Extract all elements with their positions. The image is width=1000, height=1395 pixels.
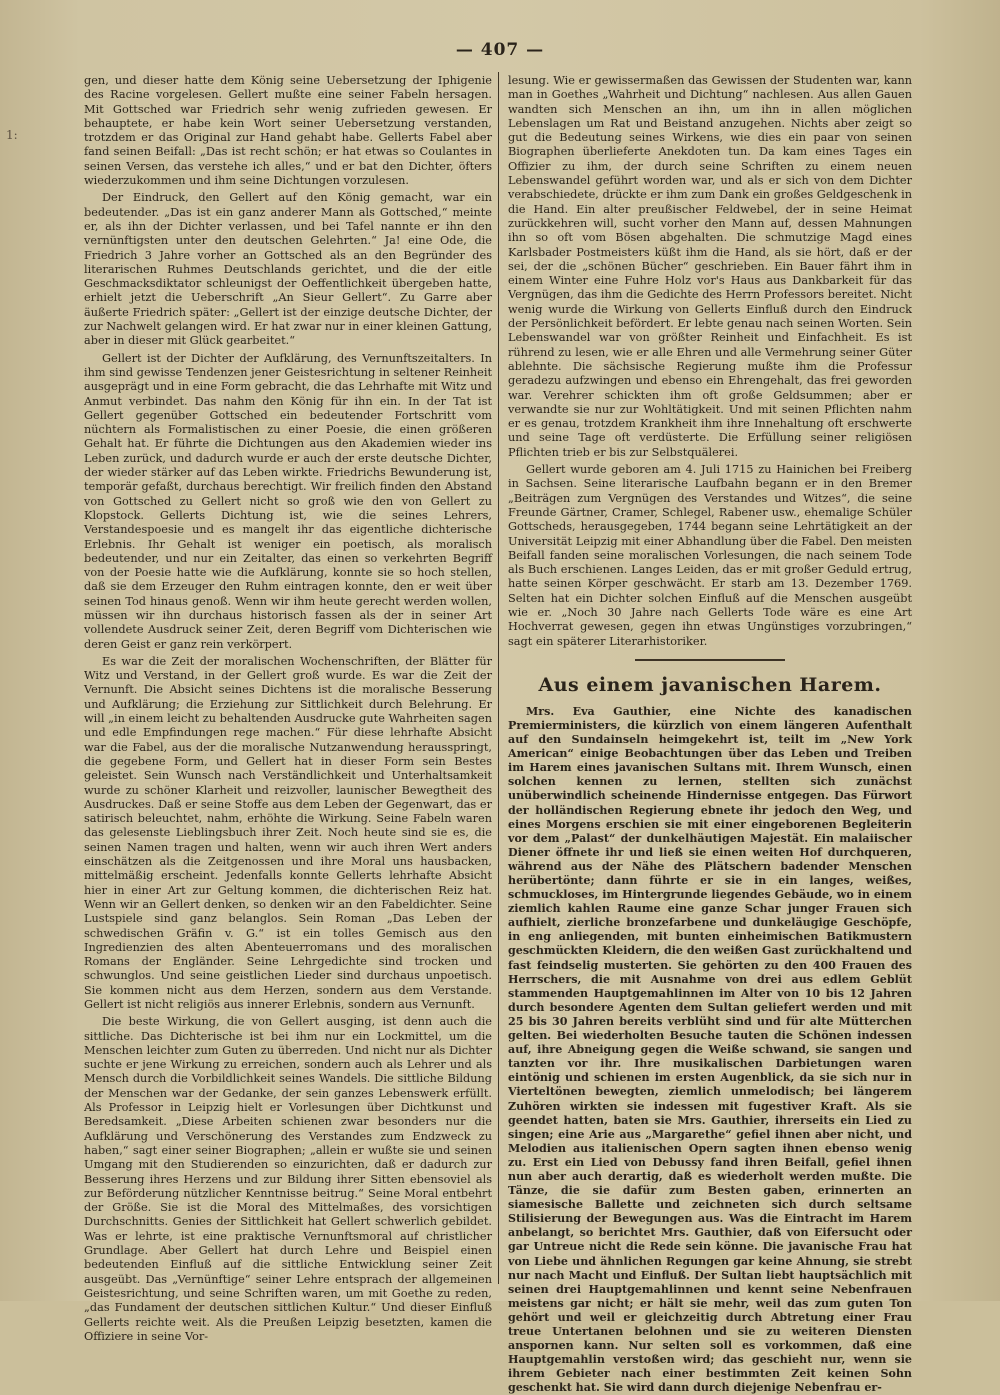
page-number: — 407 — (455, 40, 545, 60)
harem-article (508, 705, 912, 1395)
paragraph-5: Die beste Wirkung, die von Gellert ausging, ist denn auch die sittliche. Das Dichterische ist bei ihm nur ein Lockmittel, um die Menschen leichter zum Guten zu überreden. Und nicht nur als Dichter suchte er jene Wirkung zu erreichen, sondern auch als Lehrer und als Mensch durch die Vorbildlichkeit seines Wandels. Die sittliche Bildung der Menschen war der Gedanke, der sein ganzes Lebenswerk erfüllt. Als Professor in Leipzig hielt er Vorlesungen über Dichtkunst und Beredsamkeit. „Diese Arbeiten schienen zwar besonders nur die Aufklärung und Verschönerung des Verstandes zum Endzweck zu haben,“ sagt einer seiner Biographen; „allein er wußte sie und seinen Umgang mit den Studierenden so einzurichten, daß er dadurch zur Besserung ihres Herzens und zur Bildung ihrer Sitten ebensoviel als zur Beförderung nützlicher Kenntnisse beitrug.“ Seine Moral entbehrt der Größe. Sie ist die Moral des Mittelmaßes, des vorsichtigen Durchschnitts. Genies der Sittlichkeit hat Gellert schwerlich gebildet. Was er lehrte, ist eine praktische Vernunftsmoral auf christlicher Grundlage. Aber Gellert hat durch Lehre und Beispiel einen bedeutenden Einfluß auf die sittliche Entwicklung seiner Zeit ausgeübt. Das „Vernünftige“ seiner Lehre entsprach der allgemeinen Geistesrichtung, und seine Schriften waren, um mit Goethe zu reden, „das Fundament der deutschen sittlichen Kultur.“ Und dieser Einfluß Gellerts reichte weit. Als die Preußen Leipzig besetzten, kamen die Offiziere in seine Vor- (84, 1015, 492, 1343)
harem-paragraph: Mrs. Eva Gauthier, eine Nichte des kanadischen Premierministers, die kürzlich von einem längeren Aufenthalt auf den Sundainseln heimgekehrt ist, teilt im „New York American“ einige Beobachtungen über das Leben und Treiben im Harem eines javanischen Sultans mit. Ihrem Wunsch, einen solchen kennen zu lernen, stellten sich zunächst unüberwindlich scheinende Hindernisse entgegen. Das Fürwort der holländischen Regierung ebnete ihr jedoch den Weg, und eines Morgens erschien sie mit einer eingeborenen Begleiterin vor dem „Palast“ der dunkelhäutigen Majestät. Ein malaiischer Diener öffnete ihr und ließ sie einen weiten Hof durchqueren, während aus der Nähe des Plätschern badender Menschen herübertönte; dann führte er sie in ein langes, weißes, schmuckloses, im Hintergrunde liegendes Gebäude, wo in einem ziemlich kahlen Raume eine ganze Schar junger Frauen sich aufhielt, zierliche bronzefarbene und dunkeläugige Geschöpfe, in eng anliegenden, mit bunten einheimischen Batikmustern geschmückten Kleidern, die den weißen Gast zurückhaltend und fast feindselig musterten. Sie gehörten zu den 400 Frauen des Herrschers, die mit Ausnahme von drei aus edlem Geblüt stammenden Hauptgemahlinnen im Alter von 10 bis 12 Jahren durch besondere Agenten dem Sultan geliefert werden und mit 25 bis 30 Jahren bereits verblüht sind und für alte Mütterchen gelten. Bei wiederholten Besuche tauten die Schönen indessen auf, ihre Abneigung gegen die Weiße schwand, sie sangen und tanzten vor ihr. Ihre musikalischen Darbietungen waren eintönig und schienen im ersten Augenblick, da sie sich nur in Vierteltönen bewegten, ziemlich unmelodisch; bei längerem Zuhören wirkten sie indessen mit fugestiver Kraft. Als sie geendet hatten, baten sie Mrs. Gauthier, ihrerseits ein Lied zu singen; eine Arie aus „Margarethe“ gefiel ihnen aber nicht, und Melodien aus italienischen Opern sagten ihnen ebenso wenig zu. Erst ein Lied von Debussy fand ihren Beifall, gefiel ihnen nun aber auch derartig, daß es wiederholt werden mußte. Die Tänze, die sie dafür zum Besten gaben, erinnerten an siamesische Ballette und zeichneten sich durch seltsame Stilisierung der Bewegungen aus. Was die Eintracht im Harem anbelangt, so berichtet Mrs. Gauthier, daß von Eifersucht oder gar Untreue nicht die Rede sein könne. Die javanische Frau hat von Liebe und ähnlichen Regungen gar keine Ahnung, sie strebt nur nach Macht und Einfluß. Der Sultan liebt hauptsächlich mit seinen drei Hauptgemahlinnen und kennt seine Nebenfrauen meistens gar nicht; er hält sie mehr, weil das zum guten Ton gehört und weil er gleichzeitig durch Abtretung einer Frau treue Untertanen belohnen und sie zu weiteren Diensten anspornen kann. Nur selten soll es vorkommen, daß eine Hauptgemahlin verstoßen wird; das geschieht nur, wenn sie ihrem Gebieter nach einer bestimmten Zeit keinen Sohn geschenkt hat. Sie wird dann durch diejenige Nebenfrau er- (508, 704, 912, 1395)
right-column (508, 74, 912, 1395)
paragraph-1: gen, und dieser hatte dem König seine Uebersetzung der Iphigenie des Racine vorgelesen. Gellert mußte eine seiner Fabeln hersagen. Mit Gottsched war Friedrich sehr wenig zufrieden gewesen. Er behauptete, er habe kein Wort seiner Uebersetzung verstanden, trotzdem er das Original zur Hand gehabt habe. Gellerts Fabel aber fand seinen Beifall: „Das ist recht schön; er hat etwas so Coulantes in seinen Versen, das verstehe ich alles,“ und er bat den Dichter, öfters wiederzukommen und ihm seine Dichtungen vorzulesen. (84, 74, 492, 188)
left-column (84, 74, 492, 1343)
margin-mark: 1: (6, 128, 18, 142)
paragraph-6: lesung. Wie er gewissermaßen das Gewissen der Studenten war, kann man in Goethes „Wahrheit und Dichtung“ nachlesen. Aus allen Gauen wandten sich Menschen an ihn, um ihn in allen möglichen Lebenslagen um Rat und Beistand anzugehen. Nichts aber zeigt so gut die Bedeutung seines Wirkens, wie dies ein paar von seinen Biographen überlieferte Anekdoten tun. Da kam eines Tages ein Offizier zu ihm, der durch seine Schriften zu einem neuen Lebenswandel geführt worden war, und als er sich von dem Dichter verabschiedete, drückte er ihm zum Dank ein großes Geldgeschenk in die Hand. Ein alter preußischer Feldwebel, der in seine Heimat zurückkehren will, sucht vorher den Mann auf, dessen Mahnungen ihn so oft vom Bösen abgehalten. Die schmutzige Magd eines Karlsbader Postmeisters küßt ihm die Hand, als sie hört, daß er der sei, der die „schönen Bücher“ geschrieben. Ein Bauer fährt ihm in einem Winter eine Fuhre Holz vor's Haus aus Dankbarkeit für das Vergnügen, das ihm die Gedichte des Herrn Professors bereitet. Nicht wenig wurde die Wirkung von Gellerts Einfluß durch den Eindruck der Persönlichkeit befördert. Er lebte genau nach seinen Worten. Sein Lebenswandel war von größter Reinheit und Einfachheit. Es ist rührend zu lesen, wie er alle Ehren und alle Vermehrung seiner Güter ablehnte. Die sächsische Regierung mußte ihm die Professur geradezu aufzwingen und ebenso ein Ehrengehalt, das frei geworden war. Verehrer schickten ihm oft große Geldsummen; aber er verwandte sie nur zur Wohltätigkeit. Und mit seinen Pflichten nahm er es genau, trotzdem Krankheit ihm ihre Innehaltung oft erschwerte und seine Tage oft verdüsterte. Die Erfüllung seiner religiösen Pflichten trieb er bis zur Selbstquälerei. (508, 74, 912, 459)
paragraph-4: Es war die Zeit der moralischen Wochenschriften, der Blätter für Witz und Verstand, in der Gellert groß wurde. Es war die Zeit der Vernunft. Die Absicht seines Dichtens ist die moralische Besserung und Aufklärung; die Erziehung zur Sittlichkeit durch Belehrung. Er will „in einem leicht zu behaltenden Ausdrucke gute Wahrheiten sagen und edle Empfindungen rege machen.“ Für diese lehrhafte Absicht war die Fabel, aus der die moralische Nutzanwendung herausspringt, die gegebene Form, und Gellert hat in dieser Form sein Bestes geleistet. Sein Wunsch nach Verständlichkeit und Unterhaltsamkeit wurde zu schöner Klarheit und reizvoller, launischer Bewegtheit des Ausdruckes. Daß er seine Stoffe aus dem Leben der Gegenwart, das er satirisch beleuchtet, nahm, erhöhte die Wirkung. Seine Fabeln waren das gelesenste Lieblingsbuch ihrer Zeit. Noch heute sind sie es, die seinen Namen tragen und halten, wenn wir auch ihren Wert anders einschätzen als die Zeitgenossen und ihre Moral uns hausbacken, mittelmäßig erscheint. Jedenfalls konnte Gellerts lehrhafte Absicht hier in einer Art zur Geltung kommen, die dichterischen Reiz hat. Wenn wir an Gellert denken, so denken wir an den Fabeldichter. Seine Lustspiele sind ganz belanglos. Sein Roman „Das Leben der schwedischen Gräfin v. G.“ ist ein tolles Gemisch aus den Ingredienzien des alten Abenteuerromans und des moralischen Romans der Engländer. Seine Lehrgedichte sind trocken und schwunglos. Und seine geistlichen Lieder sind durchaus unpoetisch. Sie kommen nicht aus dem Herzen, sondern aus dem Verstande. Gellert ist nicht religiös aus innerer Erlebnis, sondern aus Vernunft. (84, 654, 492, 1011)
column-divider (498, 72, 499, 1284)
paragraph-2: Der Eindruck, den Gellert auf den König gemacht, war ein bedeutender. „Das ist ein ganz anderer Mann als Gottsched,“ meinte er, als ihn der Dichter verlassen, und bei Tafel nannte er ihn den vernünftigsten unter den deutschen Gelehrten.“ Ja! eine Ode, die Friedrich 3 Jahre vorher an Gottsched als an den Begründer des literarischen Ruhmes Deutschlands gerichtet, und die der eitle Geschmacksdiktator schleunigst der Oeffentlichkeit übergeben hatte, erhielt jetzt die Ueberschrift „An Sieur Gellert“. Zu Garre aber äußerte Friedrich später: „Gellert ist der einzige deutsche Dichter, der zur Nachwelt gelangen wird. Er hat zwar nur in einer kleinen Gattung, aber in dieser mit Glück gearbeitet.“ (84, 191, 492, 348)
paragraph-7: Gellert wurde geboren am 4. Juli 1715 zu Hainichen bei Freiberg in Sachsen. Seine literarische Laufbahn begann er in den Bremer „Beiträgen zum Vergnügen des Verstandes und Witzes“, die seine Freunde Gärtner, Cramer, Schlegel, Rabener usw., ehemalige Schüler Gottscheds, herausgegeben, 1744 begann seine Lehrtätigkeit an der Universität Leipzig mit einer Abhandlung über die Fabel. Den meisten Beifall fanden seine moralischen Vorlesungen, die nach seinem Tode als Buch erschienen. Langes Leiden, das er mit großer Geduld ertrug, hatte seinen Körper geschwächt. Er starb am 13. Dezember 1769. Selten hat ein Dichter solchen Einfluß auf die Menschen ausgeübt wie er. „Noch 30 Jahre nach Gellerts Tode wäre es eine Art Hochverrat gewesen, gegen ihn etwas Ungünstiges vorzubringen,“ sagt ein späterer Literarhistoriker. (508, 463, 912, 648)
article-headline: Aus einem javanischen Harem. (538, 673, 882, 696)
article-separator (635, 659, 785, 661)
paragraph-3: Gellert ist der Dichter der Aufklärung, des Vernunftszeitalters. In ihm sind gewisse Tendenzen jener Geistesrichtung in seltener Reinheit ausgeprägt und in eine Form gebracht, die das Lehrhafte mit Witz und Anmut verbindet. Das nahm den König für ihn ein. In der Tat ist Gellert gegenüber Gottsched ein bedeutender Fortschritt vom nüchtern als Formalistischen zu einer Poesie, die einen größeren Gehalt hat. Er führte die Dichtungen aus den Akademien wieder ins Leben zurück, und dadurch wurde er auch der erste deutsche Dichter, der wieder stärker auf das Leben wirkte. Friedrichs Bewunderung ist, temporär gefaßt, durchaus berechtigt. Wir freilich finden den Abstand von Gottsched zu Gellert nicht so groß wie den von Gellert zu Klopstock. Gellerts Dichtung ist, wie die seines Lehrers, Verstandespoesie und es mangelt ihr das eigentliche dichterische Erlebnis. Ihr Gehalt ist weniger ein poetisch, als moralisch bedeutender, und nur ein Zeitalter, das einen so verkehrten Begriff von der Poesie hatte wie die Aufklärung, konnte sie so hoch stellen, daß sie dem Erzeuger den Ruhm eintragen konnte, den er weit über seinen Tod hinaus genoß. Wenn wir ihm heute gerecht werden wollen, müssen wir ihn durchaus historisch fassen als der in seiner Art vollendete Ausdruck seiner Zeit, deren Begriff vom Dichterischen wie deren Geist er ganz rein verkörpert. (84, 351, 492, 651)
